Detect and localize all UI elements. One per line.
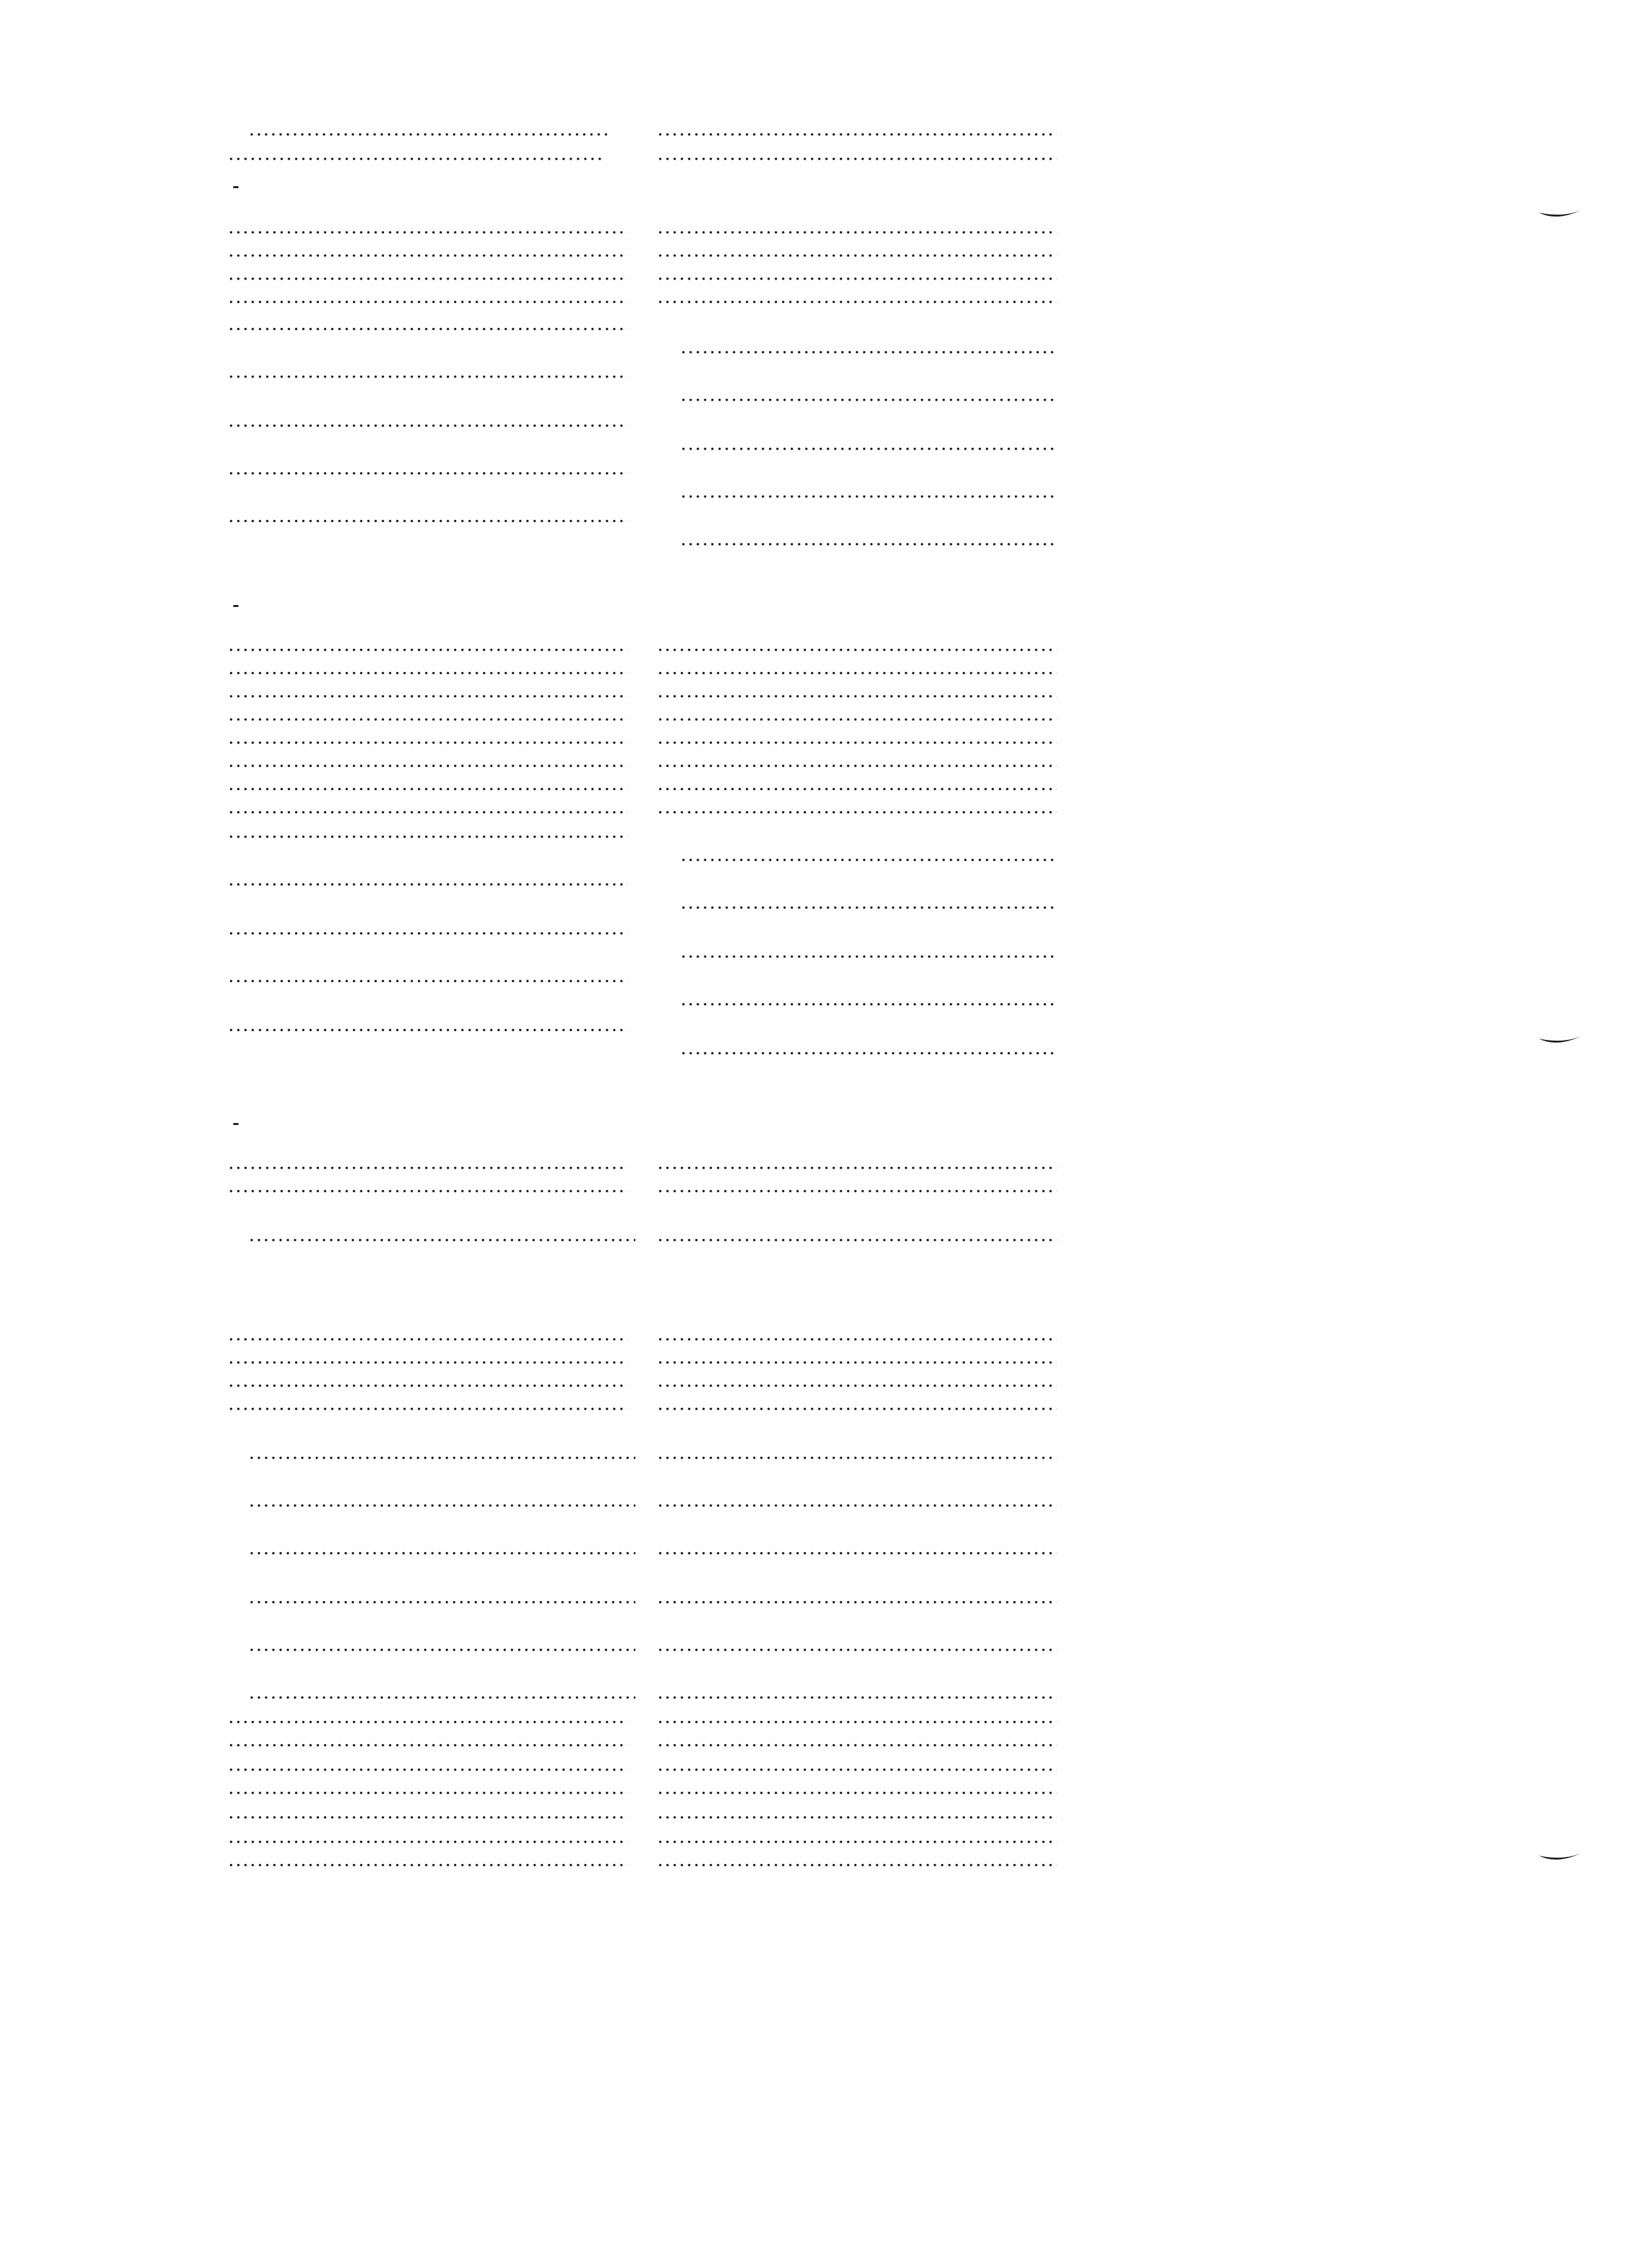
row-model <box>228 215 628 238</box>
row-model <box>228 726 628 749</box>
row-description <box>657 656 1057 679</box>
row-description <box>680 479 1057 503</box>
row-description <box>657 1848 1057 1871</box>
row-description <box>657 1488 1057 1512</box>
table-row <box>0 964 1629 987</box>
table-row <box>0 843 1629 866</box>
row-model <box>228 1392 628 1415</box>
row-description <box>657 795 1057 818</box>
row-description <box>657 1825 1057 1848</box>
table-row <box>0 749 1629 772</box>
table-row <box>0 726 1629 749</box>
row-description <box>657 749 1057 772</box>
table-row <box>0 1800 1629 1823</box>
row-model <box>249 1585 635 1608</box>
table-row <box>0 215 1629 238</box>
row-description <box>657 262 1057 285</box>
heading-underline <box>233 186 238 188</box>
row-model <box>249 117 610 140</box>
row-model <box>228 1848 628 1871</box>
table-row <box>0 633 1629 656</box>
row-description <box>657 1680 1057 1704</box>
row-description <box>657 1633 1057 1656</box>
row-model <box>228 262 628 285</box>
table-row <box>0 504 1629 527</box>
table-row <box>0 1151 1629 1174</box>
table-row <box>0 1441 1629 1464</box>
row-description <box>657 633 1057 656</box>
table-row <box>0 1345 1629 1369</box>
row-model <box>228 504 628 527</box>
table-row <box>0 1561 1629 1584</box>
row-model <box>228 456 628 479</box>
table-row <box>0 94 1629 117</box>
table-row <box>0 262 1629 285</box>
table-row <box>0 1536 1629 1559</box>
row-model <box>228 867 628 890</box>
row-description <box>680 1036 1057 1059</box>
table-row <box>0 820 1629 843</box>
table-row <box>0 1753 1629 1776</box>
table-row <box>0 1848 1629 1871</box>
row-description <box>680 527 1057 550</box>
table-row <box>0 383 1629 406</box>
table-row <box>0 867 1629 890</box>
table-row <box>0 916 1629 939</box>
row-model <box>228 1174 628 1197</box>
row-model <box>249 1633 635 1656</box>
table-row <box>0 285 1629 308</box>
table-row <box>0 656 1629 679</box>
table-row <box>0 1608 1629 1631</box>
row-description <box>657 1392 1057 1415</box>
row-model <box>228 1825 628 1848</box>
table-row <box>0 1013 1629 1036</box>
table-row <box>0 1198 1629 1222</box>
table-row <box>0 142 1629 165</box>
row-model <box>228 749 628 772</box>
row-model <box>249 1441 635 1464</box>
row-model <box>228 772 628 795</box>
row-model <box>228 312 628 335</box>
table-row <box>0 1036 1629 1059</box>
row-description <box>680 843 1057 866</box>
table-row <box>0 939 1629 963</box>
table-row <box>0 1705 1629 1728</box>
table-row <box>0 479 1629 503</box>
table-row <box>0 456 1629 479</box>
row-model <box>228 916 628 939</box>
table-row <box>0 702 1629 726</box>
row-model <box>228 633 628 656</box>
row-description <box>680 335 1057 358</box>
table-row <box>0 1416 1629 1439</box>
table-row <box>0 1464 1629 1487</box>
table-row <box>0 1825 1629 1848</box>
row-model <box>249 1536 635 1559</box>
row-description <box>680 432 1057 455</box>
row-description <box>657 1776 1057 1799</box>
binder-mark-icon <box>1537 1035 1583 1048</box>
heading-underline <box>233 1123 238 1125</box>
binder-mark-icon <box>1537 209 1583 222</box>
row-description <box>657 1223 1057 1246</box>
row-description <box>657 702 1057 726</box>
row-model <box>228 142 602 165</box>
table-row <box>0 1488 1629 1512</box>
row-description <box>657 238 1057 262</box>
row-description <box>657 1536 1057 1559</box>
row-description <box>657 1174 1057 1197</box>
row-description <box>657 1800 1057 1823</box>
row-model <box>249 1488 635 1512</box>
row-description <box>680 890 1057 914</box>
row-model <box>228 360 628 383</box>
table-row <box>0 890 1629 914</box>
row-description <box>657 285 1057 308</box>
table-row <box>0 1512 1629 1535</box>
row-model <box>228 1800 628 1823</box>
row-description <box>657 1585 1057 1608</box>
row-description <box>657 1441 1057 1464</box>
table-row <box>0 1392 1629 1415</box>
row-description <box>657 1345 1057 1369</box>
row-model <box>228 964 628 987</box>
row-model <box>249 1223 635 1246</box>
table-row <box>0 1633 1629 1656</box>
row-model <box>228 238 628 262</box>
table-row <box>0 1174 1629 1197</box>
row-description <box>657 1705 1057 1728</box>
table-row <box>0 679 1629 702</box>
row-description <box>657 1322 1057 1345</box>
row-description <box>657 142 1057 165</box>
row-model <box>228 408 628 432</box>
table-row <box>0 1656 1629 1679</box>
row-description <box>657 679 1057 702</box>
row-description <box>657 1753 1057 1776</box>
row-model <box>228 656 628 679</box>
row-model <box>249 1680 635 1704</box>
row-description <box>657 1369 1057 1392</box>
table-row <box>0 527 1629 550</box>
binder-mark-icon <box>1537 1852 1583 1865</box>
row-model <box>228 679 628 702</box>
row-model <box>228 285 628 308</box>
row-model <box>228 1345 628 1369</box>
row-model <box>228 1728 628 1751</box>
table-row <box>0 1322 1629 1345</box>
table-row <box>0 117 1629 140</box>
table-row <box>0 360 1629 383</box>
table-row <box>0 795 1629 818</box>
table-row <box>0 987 1629 1010</box>
table-row <box>0 408 1629 432</box>
row-model <box>228 1776 628 1799</box>
row-model <box>228 1753 628 1776</box>
table-row <box>0 335 1629 358</box>
row-description <box>680 939 1057 963</box>
row-description <box>680 987 1057 1010</box>
table-row <box>0 432 1629 455</box>
row-description <box>657 117 1057 140</box>
row-description <box>657 1151 1057 1174</box>
row-model <box>228 1013 628 1036</box>
row-description <box>657 726 1057 749</box>
table-row <box>0 1369 1629 1392</box>
table-row <box>0 238 1629 262</box>
table-row <box>0 312 1629 335</box>
row-description <box>680 383 1057 406</box>
row-description <box>657 1728 1057 1751</box>
table-row <box>0 1728 1629 1751</box>
table-row <box>0 772 1629 795</box>
row-model <box>228 1322 628 1345</box>
row-description <box>657 215 1057 238</box>
row-model <box>228 1705 628 1728</box>
table-row <box>0 1223 1629 1246</box>
table-row <box>0 1585 1629 1608</box>
row-model <box>228 795 628 818</box>
row-model <box>228 1369 628 1392</box>
row-model <box>228 1151 628 1174</box>
row-model <box>228 702 628 726</box>
heading-underline <box>233 605 238 607</box>
row-description <box>657 772 1057 795</box>
table-row <box>0 1776 1629 1799</box>
row-model <box>228 820 628 843</box>
table-row <box>0 1680 1629 1704</box>
